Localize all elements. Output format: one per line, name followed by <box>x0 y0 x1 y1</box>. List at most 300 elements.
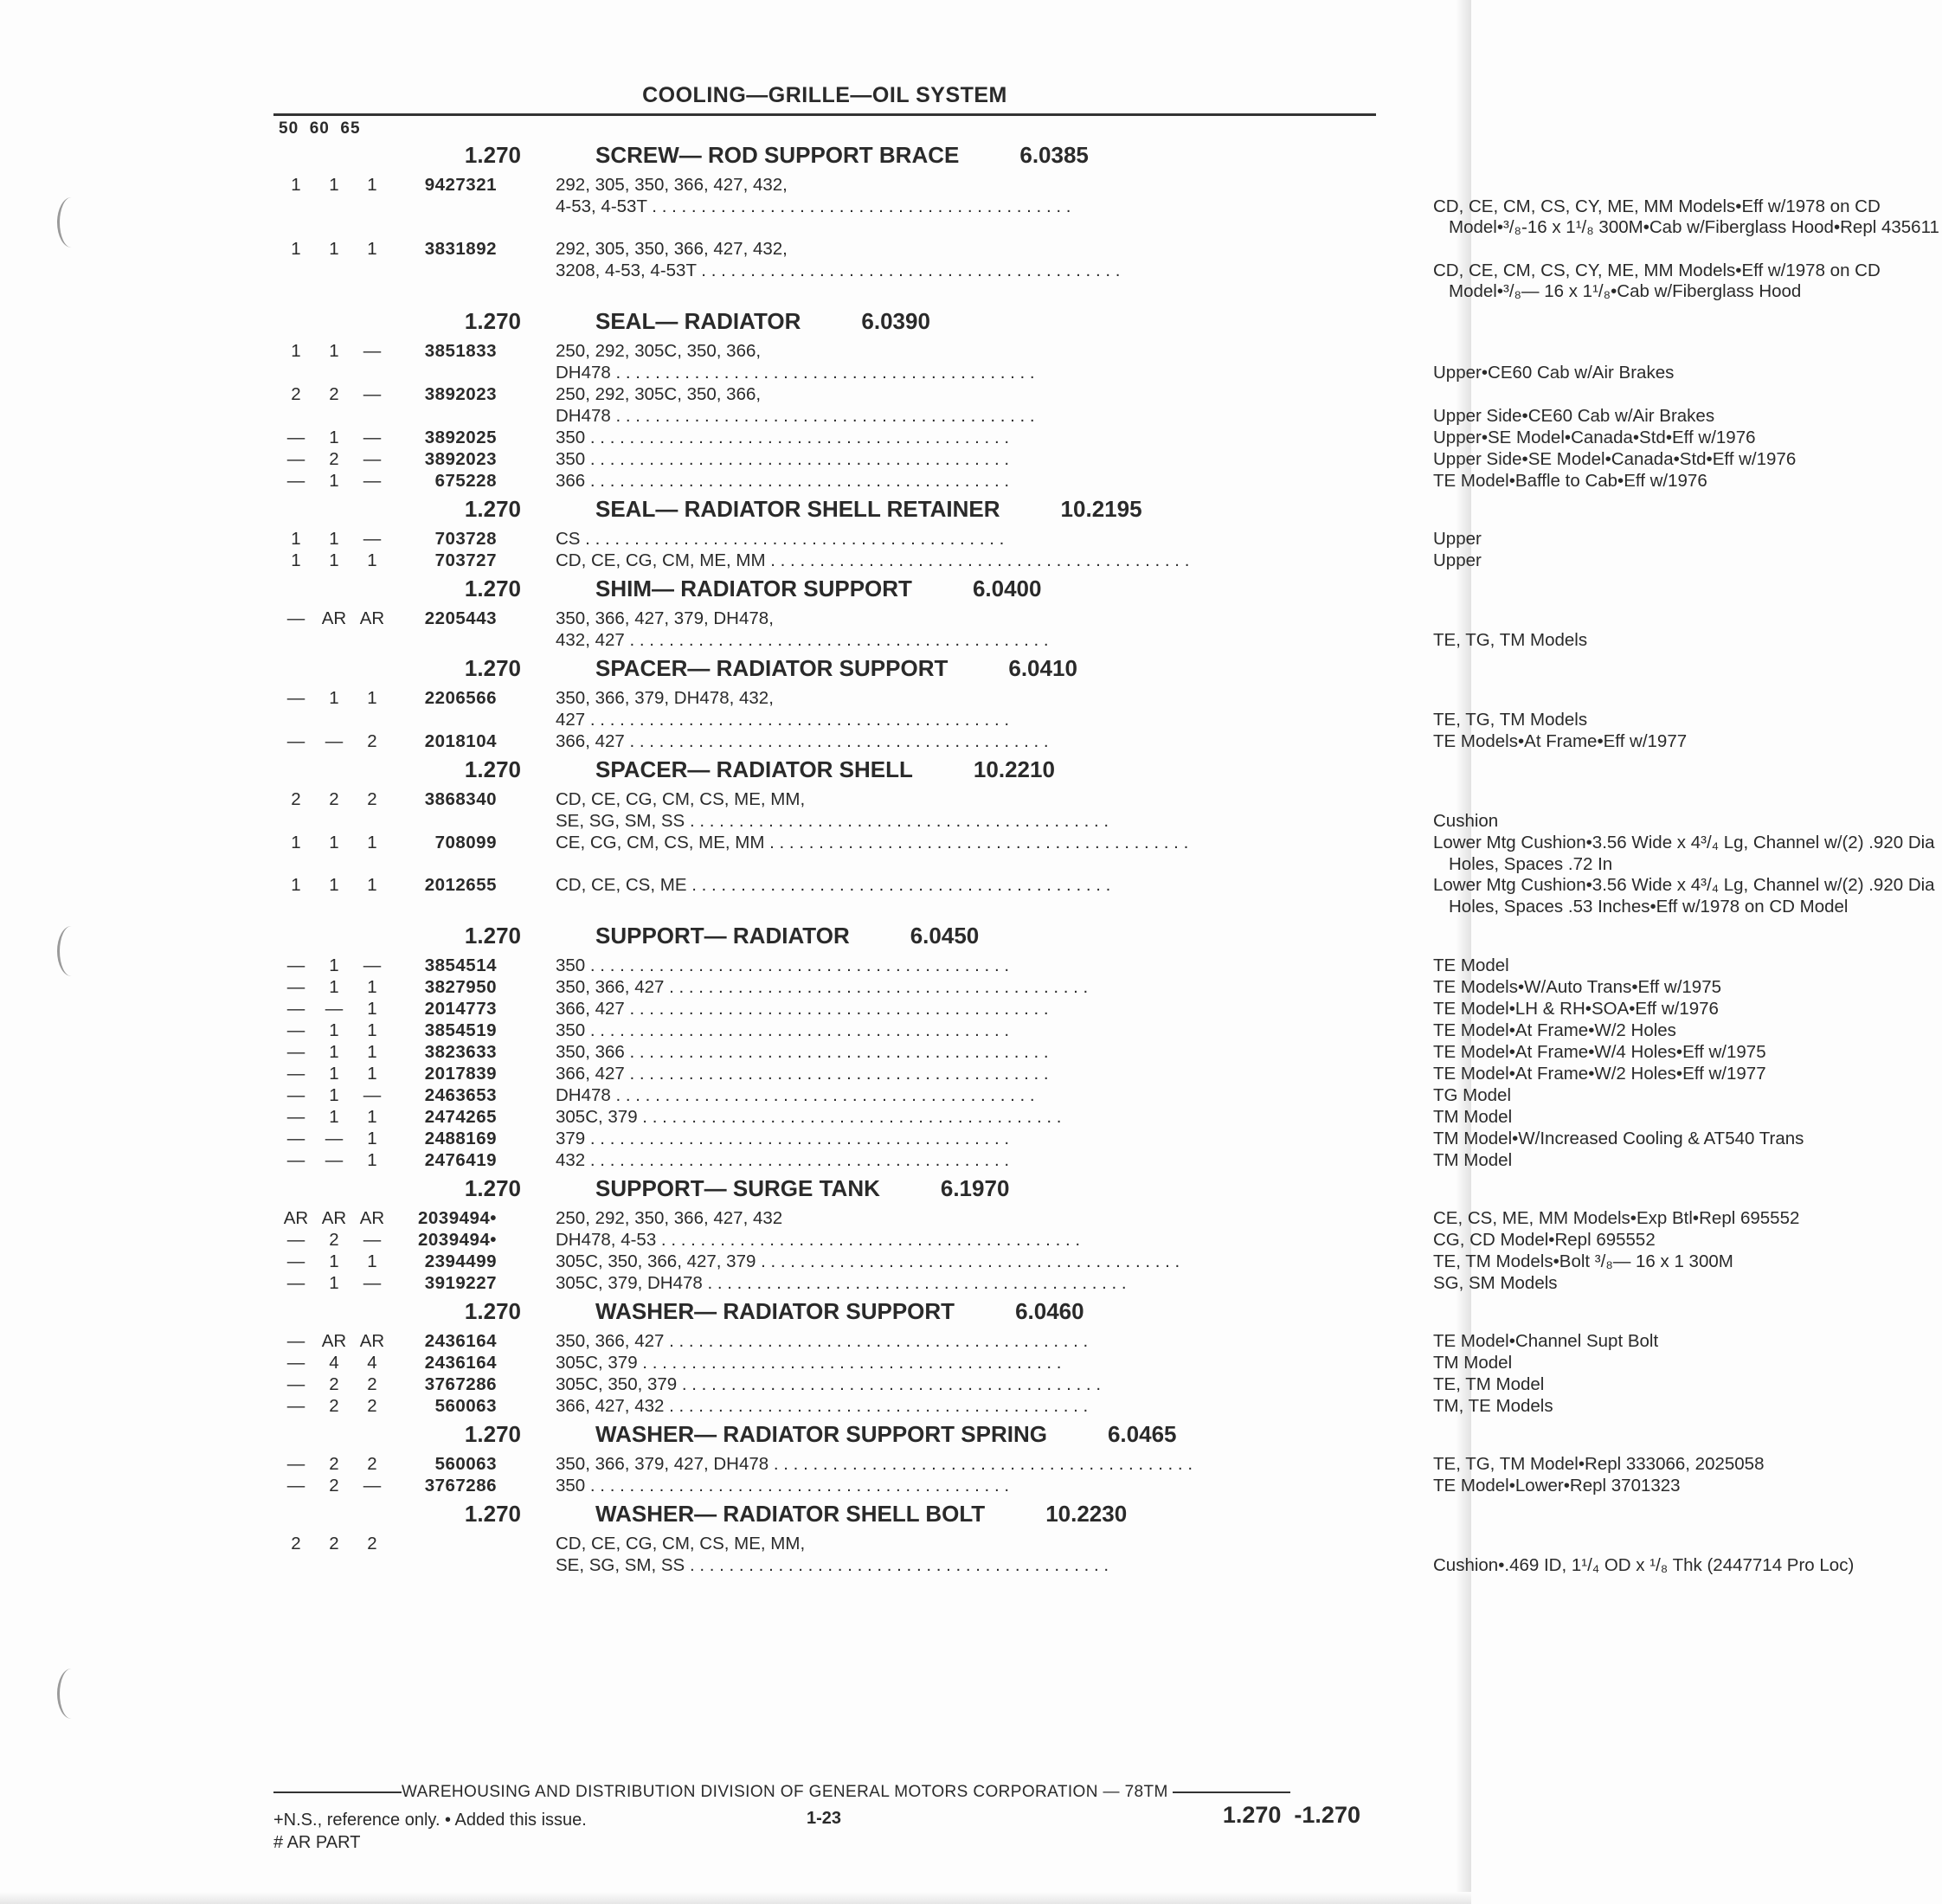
part-description: Upper Side•SE Model•Canada•Std•Eff w/1976 <box>1433 449 1797 469</box>
quantity-cell: — <box>286 1085 305 1105</box>
quantity-cell: 4 <box>329 1353 339 1373</box>
quantity-cell: 2 <box>291 384 301 404</box>
quantity-cell: AR <box>321 1331 347 1351</box>
part-number: 3767286 <box>424 1374 497 1394</box>
quantity-cell: — <box>286 1150 305 1170</box>
page-title: COOLING—GRILLE—OIL SYSTEM <box>642 83 1007 107</box>
table-row <box>0 1396 1553 1418</box>
quantity-cell: 2 <box>329 1454 339 1474</box>
part-description: TE, TM Models•Bolt ³/₈— 16 x 1 300M <box>1433 1251 1733 1271</box>
section-code: 10.2195 <box>1060 496 1142 522</box>
part-description: CD, CE, CM, CS, CY, ME, MM Models•Eff w/1978 on CD Model•³/₈— 16 x 1¹/₈•Cab w/Fiberglass Hood <box>1433 260 1881 301</box>
part-description: TE, TM Model <box>1433 1374 1545 1394</box>
model-list: 379 . . . TM Model•W/Increased Cooling & AT540 Trans <box>556 1129 858 1150</box>
quantity-cell: AR <box>359 608 385 628</box>
part-description: TE Model•At Frame•W/2 Holes <box>1433 1020 1676 1040</box>
table-row <box>0 1251 1733 1273</box>
part-number: 2018104 <box>424 731 497 751</box>
footer-note: # AR PART <box>273 1833 361 1852</box>
model-list: 366, 427 . . . TE Model•At Frame•W/2 Holes•Eff w/1977 <box>556 1064 858 1085</box>
quantity-cell: 2 <box>367 731 377 751</box>
part-number: 3823633 <box>424 1042 497 1062</box>
quantity-cell: — <box>286 1476 305 1496</box>
quantity-cell: 1 <box>291 529 301 549</box>
section-number: 1.270 <box>464 655 521 681</box>
part-number: 2039494• <box>418 1208 497 1228</box>
part-number: 3892025 <box>424 428 497 447</box>
quantity-cell: 1 <box>329 239 339 259</box>
quantity-cell: — <box>286 449 305 469</box>
quantity-cell: — <box>286 1374 305 1394</box>
model-list: 305C, 379, DH478 . . . SG, SM Models <box>556 1273 858 1295</box>
section-code: 10.2210 <box>973 756 1055 782</box>
model-list: CD, CE, CG, CM, CS, ME, MM, SE, SG, SM, SS . . . Cushion•.469 ID, 1¹/₄ OD x ¹/₈ Thk (2447714 Pro Loc) <box>556 1534 858 1577</box>
quantity-cell: — <box>363 471 382 491</box>
table-row <box>0 1085 1511 1107</box>
part-description: TM Model•W/Increased Cooling & AT540 Trans <box>1433 1129 1804 1148</box>
part-number: 708099 <box>434 833 497 852</box>
quantity-cell: 1 <box>329 875 339 895</box>
quantity-cell: — <box>286 1064 305 1084</box>
title-divider <box>273 113 1376 116</box>
section-code: 6.0390 <box>861 308 930 334</box>
model-list: 350 . . . TE Model <box>556 955 858 977</box>
part-number: 2205443 <box>424 608 497 628</box>
part-number: 3827950 <box>424 977 497 997</box>
part-number: 3919227 <box>424 1273 497 1293</box>
table-row <box>0 1454 1765 1476</box>
quantity-cell: — <box>325 1129 344 1148</box>
table-row <box>0 1129 1804 1150</box>
part-number: 3892023 <box>424 384 497 404</box>
model-list: 366, 427 . . . TE Model•LH & RH•SOA•Eff w/1976 <box>556 999 858 1020</box>
quantity-cell: — <box>286 1230 305 1250</box>
model-list: 305C, 350, 366, 427, 379 . . . TE, TM Models•Bolt ³/₈— 16 x 1 300M <box>556 1251 858 1273</box>
section-title-text: SCREW— ROD SUPPORT BRACE <box>595 142 960 168</box>
part-number: 3831892 <box>424 239 497 259</box>
parts-list <box>0 138 1939 1577</box>
table-row <box>0 789 1499 833</box>
section-code: 10.2230 <box>1045 1501 1128 1527</box>
model-list: 292, 305, 350, 366, 427, 432, 4-53, 4-53T . . . CD, CE, CM, CS, CY, ME, MM Models•Eff w/1978 on CD Model•³/₈-16 x 1¹/₈ 300M•Cab w/Fiberglass Hood•Repl 435611 <box>556 175 858 239</box>
part-number: 560063 <box>434 1396 497 1416</box>
section-number: 1.270 <box>464 756 521 782</box>
table-row <box>0 471 1707 492</box>
section-title-text: WASHER— RADIATOR SUPPORT SPRING <box>595 1421 1047 1447</box>
quantity-cell: 1 <box>329 1273 339 1293</box>
section-title <box>595 1421 1177 1448</box>
quantity-cell: 1 <box>367 1150 377 1170</box>
part-number: 560063 <box>434 1454 497 1474</box>
model-list: 250, 292, 305C, 350, 366, DH478 . . . Upper•CE60 Cab w/Air Brakes <box>556 341 858 384</box>
part-number: 2394499 <box>424 1251 497 1271</box>
quantity-cell: — <box>286 1042 305 1062</box>
section-title <box>595 1175 1009 1202</box>
binder-hole-icon <box>57 1669 86 1719</box>
table-row <box>0 175 1939 239</box>
quantity-cell: 1 <box>329 529 339 549</box>
footer-division-text: WAREHOUSING AND DISTRIBUTION DIVISION OF GENERAL MOTORS CORPORATION — 78TM <box>402 1783 1168 1801</box>
model-list: 305C, 379 . . . TM Model <box>556 1353 858 1374</box>
section-title <box>595 756 1055 783</box>
model-list: 350, 366, 379, 427, DH478 . . . TE, TG, TM Model•Repl 333066, 2025058 <box>556 1454 858 1476</box>
quantity-cell: — <box>286 608 305 628</box>
table-row <box>0 1230 1656 1251</box>
quantity-cell: 1 <box>291 175 301 195</box>
quantity-cell: 1 <box>367 833 377 852</box>
part-number: 2436164 <box>424 1331 497 1351</box>
quantity-cell: — <box>363 1476 382 1496</box>
table-row <box>0 1042 1766 1064</box>
model-list: 250, 292, 305C, 350, 366, DH478 . . . Upper Side•CE60 Cab w/Air Brakes <box>556 384 858 428</box>
quantity-cell: 2 <box>329 1534 339 1553</box>
model-list: 366 . . . TE Model•Baffle to Cab•Eff w/1976 <box>556 471 858 492</box>
quantity-cell: 1 <box>291 875 301 895</box>
page-edge <box>0 1892 1471 1904</box>
section-code: 6.0450 <box>910 923 980 949</box>
quantity-cell: 1 <box>367 688 377 708</box>
section-number: 1.270 <box>464 1298 521 1324</box>
section-title <box>595 923 979 949</box>
quantity-cell: 1 <box>367 1129 377 1148</box>
quantity-cell: — <box>286 731 305 751</box>
table-row <box>0 1107 1513 1129</box>
section-header <box>0 576 1471 608</box>
model-list: 432 . . . TM Model <box>556 1150 858 1172</box>
model-list: DH478, 4-53 . . . CG, CD Model•Repl 695552 <box>556 1230 858 1251</box>
section-code: 6.0400 <box>972 576 1042 601</box>
quantity-cell: — <box>286 688 305 708</box>
table-row <box>0 955 1509 977</box>
quantity-cell: 4 <box>367 1353 377 1373</box>
quantity-cell: 2 <box>367 789 377 809</box>
quantity-cell: 1 <box>367 175 377 195</box>
part-number: 2017839 <box>424 1064 497 1084</box>
section-title <box>595 576 1041 602</box>
part-description: TM, TE Models <box>1433 1396 1553 1416</box>
model-list: 305C, 350, 379 . . . TE, TM Model <box>556 1374 858 1396</box>
section-header <box>0 142 1471 175</box>
part-number: 3854519 <box>424 1020 497 1040</box>
section-number: 1.270 <box>464 576 521 601</box>
section-number: 1.270 <box>464 923 521 949</box>
part-description: Upper•CE60 Cab w/Air Brakes <box>1433 362 1675 383</box>
part-number: 2436164 <box>424 1353 497 1373</box>
section-title-text: SEAL— RADIATOR SHELL RETAINER <box>595 496 1000 522</box>
table-row <box>0 384 1715 428</box>
part-number: 3854514 <box>424 955 497 975</box>
quantity-cell: 1 <box>329 175 339 195</box>
table-row <box>0 1374 1545 1396</box>
part-description: TE Model•Baffle to Cab•Eff w/1976 <box>1433 471 1707 491</box>
quantity-cell: 1 <box>291 550 301 570</box>
quantity-cell: 2 <box>367 1454 377 1474</box>
quantity-cell: AR <box>359 1208 385 1228</box>
section-title <box>595 1298 1084 1325</box>
quantity-cell: — <box>325 1150 344 1170</box>
part-description: TE, TG, TM Models <box>1433 629 1588 650</box>
section-header <box>0 655 1471 688</box>
model-list: 350, 366, 379, DH478, 432, 427 . . . TE, TG, TM Models <box>556 688 858 731</box>
quantity-cell: 1 <box>329 471 339 491</box>
part-number: 9427321 <box>424 175 497 195</box>
part-description: Lower Mtg Cushion•3.56 Wide x 4³/₄ Lg, Channel w/(2) .920 Dia Holes, Spaces .53 Inches•Eff w/1978 on CD Model <box>1433 875 1935 917</box>
quantity-cell: 2 <box>329 449 339 469</box>
quantity-cell: — <box>286 1129 305 1148</box>
quantity-cell: — <box>286 428 305 447</box>
quantity-cell: AR <box>321 1208 347 1228</box>
model-list: 366, 427 . . . TE Models•At Frame•Eff w/1977 <box>556 731 858 753</box>
section-code: 6.0465 <box>1107 1421 1177 1447</box>
quantity-cell: 1 <box>329 977 339 997</box>
table-row <box>0 428 1756 449</box>
section-title-text: SEAL— RADIATOR <box>595 308 801 334</box>
quantity-cell: 1 <box>367 977 377 997</box>
section-number: 1.270 <box>464 496 521 522</box>
model-list: 350, 366, 427, 379, DH478, 432, 427 . . . TE, TG, TM Models <box>556 608 858 652</box>
section-header <box>0 1175 1471 1208</box>
part-description: TE Model•At Frame•W/4 Holes•Eff w/1975 <box>1433 1042 1766 1062</box>
part-description: TM Model <box>1433 1150 1513 1170</box>
quantity-cell: — <box>325 999 344 1019</box>
quantity-cell: — <box>363 1230 382 1250</box>
table-row <box>0 875 1935 917</box>
quantity-cell: — <box>363 449 382 469</box>
quantity-cell: 1 <box>329 1085 339 1105</box>
page-number: 1-23 <box>807 1809 842 1828</box>
table-row <box>0 731 1688 753</box>
part-description: TE, TG, TM Model•Repl 333066, 2025058 <box>1433 1454 1765 1474</box>
section-title-text: SPACER— RADIATOR SUPPORT <box>595 655 948 681</box>
quantity-cell: 2 <box>329 384 339 404</box>
section-header <box>0 1298 1471 1331</box>
section-code: 6.0410 <box>1008 655 1077 681</box>
part-number: 703727 <box>434 550 497 570</box>
table-row <box>0 688 1588 731</box>
section-code: 6.0385 <box>1019 142 1089 168</box>
section-number: 1.270 <box>464 1175 521 1201</box>
quantity-cell: 2 <box>367 1396 377 1416</box>
quantity-cell: — <box>286 471 305 491</box>
part-description: TE Model•At Frame•W/2 Holes•Eff w/1977 <box>1433 1064 1766 1084</box>
footer-note: +N.S., reference only. • Added this issue. <box>273 1811 587 1830</box>
model-list: 350, 366, 427 . . . TE Models•W/Auto Trans•Eff w/1975 <box>556 977 858 999</box>
quantity-cell: — <box>363 384 382 404</box>
model-list: CD, CE, CS, ME . . . Lower Mtg Cushion•3.56 Wide x 4³/₄ Lg, Channel w/(2) .920 Dia Holes, Spaces .53 Inches•Eff w/1978 on CD Model <box>556 875 858 917</box>
part-number: 3767286 <box>424 1476 497 1496</box>
section-title <box>595 308 930 335</box>
part-number: 675228 <box>434 471 497 491</box>
table-row <box>0 1353 1513 1374</box>
model-list: CD, CE, CG, CM, CS, ME, MM, SE, SG, SM, SS . . . Cushion <box>556 789 858 833</box>
quantity-cell: 2 <box>367 1534 377 1553</box>
quantity-cell: — <box>286 1251 305 1271</box>
model-list: 305C, 379 . . . TM Model <box>556 1107 858 1129</box>
section-title-text: SHIM— RADIATOR SUPPORT <box>595 576 912 601</box>
part-description: TE Model•Channel Supt Bolt <box>1433 1331 1659 1351</box>
table-row <box>0 1273 1558 1295</box>
quantity-cell: 1 <box>329 688 339 708</box>
quantity-cell: 1 <box>367 550 377 570</box>
model-list: 350 . . . Upper Side•SE Model•Canada•Std•Eff w/1976 <box>556 449 858 471</box>
model-list: 350, 366 . . . TE Model•At Frame•W/4 Holes•Eff w/1975 <box>556 1042 858 1064</box>
quantity-cell: 1 <box>329 833 339 852</box>
table-row <box>0 999 1719 1020</box>
quantity-cell: 2 <box>329 1374 339 1394</box>
section-title <box>595 655 1077 682</box>
section-title-text: SUPPORT— SURGE TANK <box>595 1175 880 1201</box>
footer-notes <box>273 1809 587 1854</box>
section-header <box>0 308 1471 341</box>
quantity-cell: AR <box>321 608 347 628</box>
part-description: Cushion•.469 ID, 1¹/₄ OD x ¹/₈ Thk (2447714 Pro Loc) <box>1433 1554 1855 1575</box>
table-row <box>0 550 1482 572</box>
section-title <box>595 142 1089 169</box>
section-header <box>0 1421 1471 1454</box>
section-header <box>0 1501 1471 1534</box>
part-description: Upper <box>1433 550 1482 570</box>
part-number: 2476419 <box>424 1150 497 1170</box>
quantity-cell: — <box>286 999 305 1019</box>
part-number: 2463653 <box>424 1085 497 1105</box>
quantity-cell: — <box>363 1085 382 1105</box>
section-number: 1.270 <box>464 1501 521 1527</box>
table-row <box>0 341 1675 384</box>
part-description: TG Model <box>1433 1085 1511 1105</box>
table-row <box>0 977 1722 999</box>
part-description: TM Model <box>1433 1353 1513 1373</box>
section-title <box>595 1501 1127 1528</box>
quantity-cell: — <box>286 1353 305 1373</box>
model-list: 350 . . . TE Model•Lower•Repl 3701323 <box>556 1476 858 1497</box>
section-title-text: SPACER— RADIATOR SHELL <box>595 756 913 782</box>
table-row <box>0 239 1881 303</box>
quantity-cell: 1 <box>367 1020 377 1040</box>
quantity-cell: 2 <box>329 1396 339 1416</box>
model-list: CE, CG, CM, CS, ME, MM . . . Lower Mtg Cushion•3.56 Wide x 4³/₄ Lg, Channel w/(2) .920 Dia Holes, Spaces .72 In <box>556 833 858 875</box>
table-row <box>0 608 1588 652</box>
section-number: 1.270 <box>464 1421 521 1447</box>
part-description: TE, TG, TM Models <box>1433 709 1588 730</box>
quantity-cell: 1 <box>367 1251 377 1271</box>
table-row <box>0 449 1797 471</box>
part-description: TE Model <box>1433 955 1509 975</box>
quantity-cell: AR <box>359 1331 385 1351</box>
quantity-cell: 2 <box>291 1534 301 1553</box>
part-number: 3892023 <box>424 449 497 469</box>
table-row <box>0 833 1935 875</box>
quantity-cell: — <box>286 1020 305 1040</box>
section-title-text: WASHER— RADIATOR SUPPORT <box>595 1298 955 1324</box>
quantity-cell: 1 <box>329 1042 339 1062</box>
quantity-cell: — <box>363 529 382 549</box>
table-row <box>0 1020 1676 1042</box>
quantity-cell: AR <box>283 1208 309 1228</box>
section-code: 6.1970 <box>940 1175 1010 1201</box>
quantity-cell: — <box>286 955 305 975</box>
part-description: TE Models•W/Auto Trans•Eff w/1975 <box>1433 977 1722 997</box>
part-description: CD, CE, CM, CS, CY, ME, MM Models•Eff w/1978 on CD Model•³/₈-16 x 1¹/₈ 300M•Cab w/Fiberglass Hood•Repl 435611 <box>1433 196 1939 237</box>
part-description: Upper <box>1433 529 1482 549</box>
table-row <box>0 1476 1681 1497</box>
quantity-cell: — <box>363 1273 382 1293</box>
quantity-cell: — <box>286 1273 305 1293</box>
quantity-cell: 1 <box>291 239 301 259</box>
part-description: TE Model•LH & RH•SOA•Eff w/1976 <box>1433 999 1719 1019</box>
section-header <box>0 496 1471 529</box>
model-list: CS . . . Upper <box>556 529 858 550</box>
quantity-cell: 1 <box>367 1042 377 1062</box>
quantity-cell: — <box>286 1331 305 1351</box>
part-description: Cushion <box>1433 810 1499 831</box>
quantity-cell: 2 <box>329 1476 339 1496</box>
quantity-cell: 1 <box>367 1107 377 1127</box>
model-list: 350 . . . TE Model•At Frame•W/2 Holes <box>556 1020 858 1042</box>
section-title-text: SUPPORT— RADIATOR <box>595 923 850 949</box>
quantity-cell: 1 <box>291 341 301 361</box>
section-header <box>0 756 1471 789</box>
part-number: 3851833 <box>424 341 497 361</box>
table-row <box>0 1208 1800 1230</box>
model-list: 366, 427, 432 . . . TM, TE Models <box>556 1396 858 1418</box>
quantity-cell: 1 <box>329 1107 339 1127</box>
quantity-cell: 1 <box>329 550 339 570</box>
part-description: TM Model <box>1433 1107 1513 1127</box>
part-description: CG, CD Model•Repl 695552 <box>1433 1230 1656 1250</box>
quantity-cell: 1 <box>329 1064 339 1084</box>
footer-division <box>273 1783 1379 1802</box>
part-description: TE Model•Lower•Repl 3701323 <box>1433 1476 1681 1496</box>
part-number: 2488169 <box>424 1129 497 1148</box>
part-number: 2014773 <box>424 999 497 1019</box>
quantity-cell: 1 <box>329 955 339 975</box>
part-number: 2012655 <box>424 875 497 895</box>
part-description: Upper•SE Model•Canada•Std•Eff w/1976 <box>1433 428 1756 447</box>
section-number: 1.270 <box>464 142 521 168</box>
model-list: 250, 292, 350, 366, 427, 432 CE, CS, ME, MM Models•Exp Btl•Repl 695552 <box>556 1208 858 1230</box>
quantity-cell: — <box>363 955 382 975</box>
part-description: SG, SM Models <box>1433 1273 1558 1293</box>
section-header <box>0 923 1471 955</box>
section-code: 6.0460 <box>1015 1298 1084 1324</box>
part-description: Lower Mtg Cushion•3.56 Wide x 4³/₄ Lg, Channel w/(2) .920 Dia Holes, Spaces .72 In <box>1433 833 1935 874</box>
model-list: CD, CE, CG, CM, ME, MM . . . Upper <box>556 550 858 572</box>
quantity-cell: — <box>325 731 344 751</box>
quantity-cell: 1 <box>367 999 377 1019</box>
part-description: CE, CS, ME, MM Models•Exp Btl•Repl 695552 <box>1433 1208 1800 1228</box>
part-description: TE Models•At Frame•Eff w/1977 <box>1433 731 1688 751</box>
quantity-cell: 1 <box>367 1064 377 1084</box>
model-list: 350, 366, 427 . . . TE Model•Channel Supt Bolt <box>556 1331 858 1353</box>
section-range: 1.270 -1.270 <box>1222 1802 1360 1828</box>
quantity-cell: 1 <box>291 833 301 852</box>
series-column-header: 50 60 65 <box>279 119 361 138</box>
part-number: 3868340 <box>424 789 497 809</box>
quantity-cell: 1 <box>367 875 377 895</box>
part-description: Upper Side•CE60 Cab w/Air Brakes <box>1433 405 1715 426</box>
model-list: 292, 305, 350, 366, 427, 432, 3208, 4-53, 4-53T . . . CD, CE, CM, CS, CY, ME, MM Models•Eff w/1978 on CD Model•³/₈— 16 x 1¹/₈•Cab w/Fiberglass Hood <box>556 239 858 303</box>
table-row <box>0 1064 1766 1085</box>
quantity-cell: 1 <box>329 428 339 447</box>
quantity-cell: 2 <box>367 1374 377 1394</box>
quantity-cell: — <box>286 977 305 997</box>
model-list: DH478 . . . TG Model <box>556 1085 858 1107</box>
quantity-cell: 1 <box>367 239 377 259</box>
quantity-cell: 2 <box>329 789 339 809</box>
table-row <box>0 1150 1513 1172</box>
quantity-cell: 2 <box>291 789 301 809</box>
table-row <box>0 529 1482 550</box>
